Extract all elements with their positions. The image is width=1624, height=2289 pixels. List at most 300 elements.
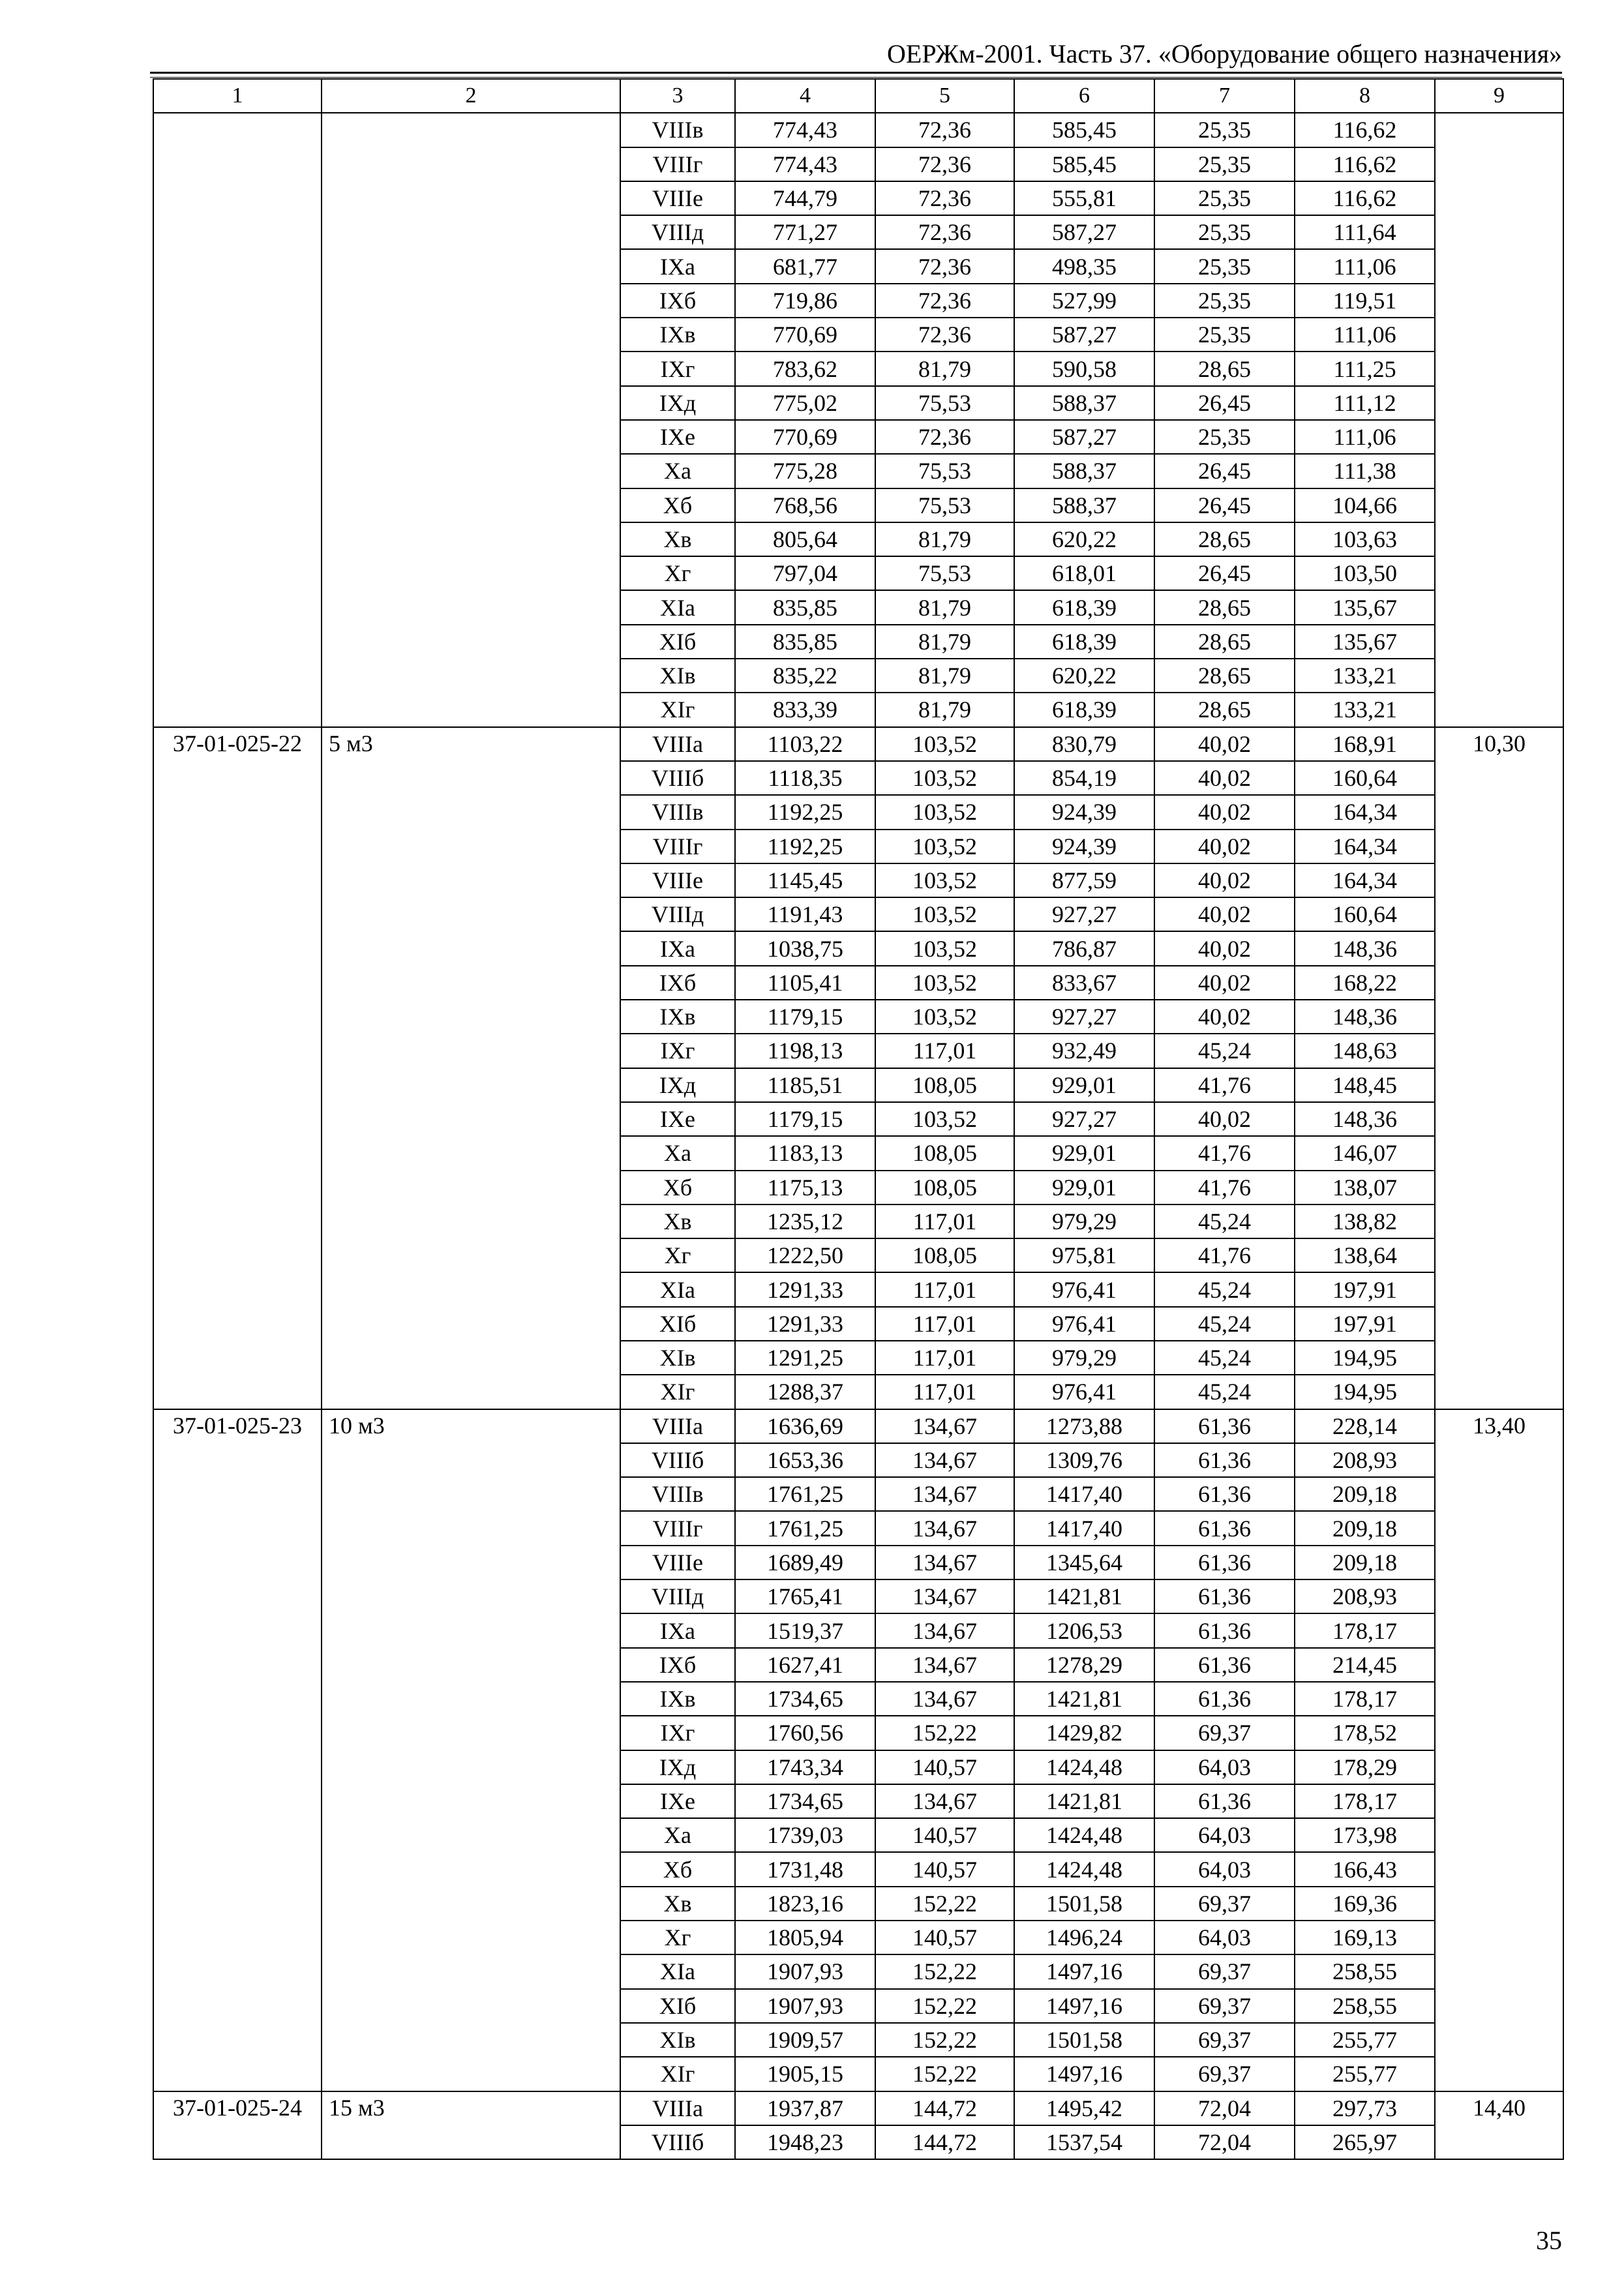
- value-cell: 620,22: [1014, 659, 1154, 693]
- value-cell: 774,43: [735, 147, 875, 181]
- value-cell: 209,18: [1295, 1477, 1435, 1511]
- value-cell: 255,77: [1295, 2057, 1435, 2091]
- value-cell: 1118,35: [735, 761, 875, 795]
- value-cell: 119,51: [1295, 284, 1435, 318]
- table-row: [153, 1409, 1563, 1443]
- table-row: [153, 2091, 1563, 2125]
- rates-table: [153, 78, 1564, 2160]
- value-cell: 41,76: [1154, 1238, 1295, 1272]
- value-cell: 1497,16: [1014, 1989, 1154, 2023]
- region-code-cell: IXг: [620, 352, 735, 385]
- value-cell: 1417,40: [1014, 1477, 1154, 1511]
- value-cell: 1495,42: [1014, 2091, 1154, 2125]
- value-cell: 117,01: [875, 1272, 1014, 1306]
- value-cell: 1501,58: [1014, 2023, 1154, 2057]
- value-cell: 40,02: [1154, 727, 1295, 761]
- value-cell: 1288,37: [735, 1375, 875, 1409]
- value-cell: 81,79: [875, 352, 1014, 385]
- value-cell: 45,24: [1154, 1375, 1295, 1409]
- value-cell: 134,67: [875, 1409, 1014, 1443]
- value-cell: 1206,53: [1014, 1613, 1154, 1647]
- value-cell: 1278,29: [1014, 1648, 1154, 1682]
- value-cell: 81,79: [875, 625, 1014, 659]
- value-cell: 160,64: [1295, 897, 1435, 931]
- region-code-cell: VIIIа: [620, 1409, 735, 1443]
- value-cell: 1497,16: [1014, 2057, 1154, 2091]
- value-cell: 72,36: [875, 181, 1014, 215]
- region-code-cell: Xг: [620, 1921, 735, 1954]
- region-code-cell: Xа: [620, 1818, 735, 1852]
- value-cell: 103,52: [875, 1000, 1014, 1034]
- value-cell: 40,02: [1154, 897, 1295, 931]
- value-cell: 152,22: [875, 1887, 1014, 1921]
- value-cell: 719,86: [735, 284, 875, 318]
- value-cell: 41,76: [1154, 1068, 1295, 1102]
- region-code-cell: XIг: [620, 693, 735, 726]
- column-number: 7: [1154, 79, 1295, 113]
- value-cell: 1689,49: [735, 1546, 875, 1579]
- value-cell: 854,19: [1014, 761, 1154, 795]
- value-cell: 590,58: [1014, 352, 1154, 385]
- value-cell: 134,67: [875, 1579, 1014, 1613]
- value-cell: 26,45: [1154, 386, 1295, 420]
- column-number: 4: [735, 79, 875, 113]
- value-cell: 924,39: [1014, 795, 1154, 829]
- value-cell: 1179,15: [735, 1102, 875, 1136]
- value-cell: 69,37: [1154, 1887, 1295, 1921]
- value-cell: 28,65: [1154, 590, 1295, 624]
- value-cell: 797,04: [735, 556, 875, 590]
- region-code-cell: VIIIг: [620, 147, 735, 181]
- value-cell: 618,39: [1014, 693, 1154, 726]
- value-cell: 26,45: [1154, 454, 1295, 488]
- value-cell: 1105,41: [735, 966, 875, 1000]
- value-cell: 144,72: [875, 2091, 1014, 2125]
- value-cell: 929,01: [1014, 1136, 1154, 1170]
- value-cell: 1823,16: [735, 1887, 875, 1921]
- value-cell: 111,25: [1295, 352, 1435, 385]
- value-cell: 75,53: [875, 488, 1014, 522]
- value-cell: 108,05: [875, 1068, 1014, 1102]
- region-code-cell: IXв: [620, 1000, 735, 1034]
- value-cell: 877,59: [1014, 863, 1154, 897]
- value-cell: 108,05: [875, 1136, 1014, 1170]
- value-cell: 498,35: [1014, 249, 1154, 283]
- value-cell: 108,05: [875, 1238, 1014, 1272]
- region-code-cell: IXе: [620, 1102, 735, 1136]
- value-cell: 1198,13: [735, 1034, 875, 1068]
- value-cell: 40,02: [1154, 966, 1295, 1000]
- value-cell: 585,45: [1014, 147, 1154, 181]
- value-cell: 1421,81: [1014, 1784, 1154, 1818]
- table-row: [153, 727, 1563, 761]
- column-number: 9: [1435, 79, 1563, 113]
- value-cell: 1424,48: [1014, 1818, 1154, 1852]
- value-cell: 116,62: [1295, 181, 1435, 215]
- region-code-cell: IXг: [620, 1034, 735, 1068]
- value-cell: 116,62: [1295, 113, 1435, 147]
- value-cell: 976,41: [1014, 1272, 1154, 1306]
- value-cell: 75,53: [875, 454, 1014, 488]
- region-code-cell: IXа: [620, 249, 735, 283]
- value-cell: 588,37: [1014, 386, 1154, 420]
- value-cell: 1291,33: [735, 1272, 875, 1306]
- value-cell: 25,35: [1154, 249, 1295, 283]
- region-code-cell: Xб: [620, 488, 735, 522]
- value-cell: 148,63: [1295, 1034, 1435, 1068]
- value-cell: 45,24: [1154, 1034, 1295, 1068]
- value-cell: 194,95: [1295, 1341, 1435, 1375]
- value-cell: 774,43: [735, 113, 875, 147]
- value-cell: 133,21: [1295, 659, 1435, 693]
- value-cell: 152,22: [875, 1954, 1014, 1988]
- value-cell: 28,65: [1154, 659, 1295, 693]
- value-cell: 134,67: [875, 1648, 1014, 1682]
- value-cell: 1653,36: [735, 1443, 875, 1477]
- rate-code: 37-01-025-23: [153, 1409, 322, 2091]
- value-cell: 64,03: [1154, 1852, 1295, 1886]
- value-cell: 116,62: [1295, 147, 1435, 181]
- value-cell: 40,02: [1154, 761, 1295, 795]
- value-cell: 134,67: [875, 1511, 1014, 1545]
- value-cell: 783,62: [735, 352, 875, 385]
- value-cell: 169,36: [1295, 1887, 1435, 1921]
- value-cell: 197,91: [1295, 1307, 1435, 1341]
- value-cell: 927,27: [1014, 1000, 1154, 1034]
- value-cell: 81,79: [875, 590, 1014, 624]
- page-header: ОЕРЖм-2001. Часть 37. «Оборудование общего назначения»: [887, 39, 1562, 68]
- value-cell: 178,17: [1295, 1784, 1435, 1818]
- value-cell: 148,36: [1295, 1000, 1435, 1034]
- value-cell: 979,29: [1014, 1341, 1154, 1375]
- value-cell: 618,01: [1014, 556, 1154, 590]
- value-cell: 75,53: [875, 386, 1014, 420]
- value-cell: 1222,50: [735, 1238, 875, 1272]
- value-cell: 214,45: [1295, 1648, 1435, 1682]
- value-cell: 209,18: [1295, 1546, 1435, 1579]
- value-cell: 924,39: [1014, 830, 1154, 863]
- col9-value: 10,30: [1435, 727, 1563, 1409]
- column-number-row: [153, 79, 1563, 113]
- value-cell: 25,35: [1154, 284, 1295, 318]
- region-code-cell: VIIIг: [620, 1511, 735, 1545]
- region-code-cell: XIб: [620, 1307, 735, 1341]
- value-cell: 40,02: [1154, 830, 1295, 863]
- value-cell: 1291,33: [735, 1307, 875, 1341]
- value-cell: 64,03: [1154, 1750, 1295, 1784]
- value-cell: 117,01: [875, 1204, 1014, 1238]
- region-code-cell: VIIIе: [620, 1546, 735, 1579]
- region-code-cell: Xв: [620, 1887, 735, 1921]
- column-number: 2: [322, 79, 620, 113]
- value-cell: 1937,87: [735, 2091, 875, 2125]
- value-cell: 929,01: [1014, 1171, 1154, 1204]
- value-cell: 140,57: [875, 1852, 1014, 1886]
- value-cell: 61,36: [1154, 1477, 1295, 1511]
- value-cell: 134,67: [875, 1443, 1014, 1477]
- value-cell: 146,07: [1295, 1136, 1435, 1170]
- table-row: [153, 113, 1563, 147]
- value-cell: 45,24: [1154, 1272, 1295, 1306]
- value-cell: 81,79: [875, 693, 1014, 726]
- value-cell: 1179,15: [735, 1000, 875, 1034]
- value-cell: 255,77: [1295, 2023, 1435, 2057]
- region-code-cell: VIIIб: [620, 2125, 735, 2159]
- region-code-cell: XIа: [620, 590, 735, 624]
- value-cell: 140,57: [875, 1750, 1014, 1784]
- value-cell: 28,65: [1154, 522, 1295, 556]
- value-cell: 69,37: [1154, 1954, 1295, 1988]
- rate-name: [322, 113, 620, 726]
- value-cell: 117,01: [875, 1034, 1014, 1068]
- value-cell: 835,22: [735, 659, 875, 693]
- value-cell: 103,52: [875, 1102, 1014, 1136]
- region-code-cell: IXб: [620, 966, 735, 1000]
- value-cell: 258,55: [1295, 1989, 1435, 2023]
- value-cell: 169,13: [1295, 1921, 1435, 1954]
- region-code-cell: IXв: [620, 1682, 735, 1716]
- value-cell: 975,81: [1014, 1238, 1154, 1272]
- region-code-cell: VIIIа: [620, 2091, 735, 2125]
- value-cell: 1183,13: [735, 1136, 875, 1170]
- value-cell: 111,06: [1295, 420, 1435, 454]
- value-cell: 72,36: [875, 215, 1014, 249]
- value-cell: 72,36: [875, 113, 1014, 147]
- value-cell: 1273,88: [1014, 1409, 1154, 1443]
- value-cell: 620,22: [1014, 522, 1154, 556]
- value-cell: 61,36: [1154, 1613, 1295, 1647]
- value-cell: 45,24: [1154, 1341, 1295, 1375]
- value-cell: 588,37: [1014, 454, 1154, 488]
- value-cell: 771,27: [735, 215, 875, 249]
- value-cell: 64,03: [1154, 1818, 1295, 1852]
- value-cell: 587,27: [1014, 215, 1154, 249]
- value-cell: 208,93: [1295, 1579, 1435, 1613]
- value-cell: 835,85: [735, 625, 875, 659]
- value-cell: 1636,69: [735, 1409, 875, 1443]
- table-body: [153, 79, 1563, 2159]
- value-cell: 72,36: [875, 249, 1014, 283]
- value-cell: 228,14: [1295, 1409, 1435, 1443]
- value-cell: 1192,25: [735, 795, 875, 829]
- header-rule-thin: [150, 77, 1562, 78]
- value-cell: 138,07: [1295, 1171, 1435, 1204]
- value-cell: 178,52: [1295, 1716, 1435, 1750]
- value-cell: 833,39: [735, 693, 875, 726]
- value-cell: 61,36: [1154, 1546, 1295, 1579]
- value-cell: 81,79: [875, 522, 1014, 556]
- column-number: 3: [620, 79, 735, 113]
- value-cell: 1497,16: [1014, 1954, 1154, 1988]
- region-code-cell: IXа: [620, 931, 735, 965]
- value-cell: 1145,45: [735, 863, 875, 897]
- value-cell: 786,87: [1014, 931, 1154, 965]
- value-cell: 61,36: [1154, 1682, 1295, 1716]
- rate-code: [153, 113, 322, 726]
- value-cell: 61,36: [1154, 1579, 1295, 1613]
- col9-value: 14,40: [1435, 2091, 1563, 2160]
- rate-code: 37-01-025-22: [153, 727, 322, 1409]
- value-cell: 134,67: [875, 1784, 1014, 1818]
- value-cell: 1185,51: [735, 1068, 875, 1102]
- value-cell: 164,34: [1295, 863, 1435, 897]
- value-cell: 166,43: [1295, 1852, 1435, 1886]
- region-code-cell: IXб: [620, 284, 735, 318]
- value-cell: 168,22: [1295, 966, 1435, 1000]
- region-code-cell: IXа: [620, 1613, 735, 1647]
- value-cell: 72,36: [875, 420, 1014, 454]
- column-number: 6: [1014, 79, 1154, 113]
- region-code-cell: XIв: [620, 2023, 735, 2057]
- region-code-cell: XIа: [620, 1954, 735, 1988]
- column-number: 5: [875, 79, 1014, 113]
- region-code-cell: Xб: [620, 1171, 735, 1204]
- value-cell: 1948,23: [735, 2125, 875, 2159]
- value-cell: 111,64: [1295, 215, 1435, 249]
- value-cell: 208,93: [1295, 1443, 1435, 1477]
- value-cell: 258,55: [1295, 1954, 1435, 1988]
- value-cell: 103,52: [875, 795, 1014, 829]
- value-cell: 1760,56: [735, 1716, 875, 1750]
- region-code-cell: Xг: [620, 1238, 735, 1272]
- value-cell: 148,45: [1295, 1068, 1435, 1102]
- value-cell: 135,67: [1295, 590, 1435, 624]
- value-cell: 140,57: [875, 1921, 1014, 1954]
- region-code-cell: IXд: [620, 1750, 735, 1784]
- value-cell: 585,45: [1014, 113, 1154, 147]
- value-cell: 805,64: [735, 522, 875, 556]
- value-cell: 152,22: [875, 2057, 1014, 2091]
- value-cell: 152,22: [875, 1989, 1014, 2023]
- value-cell: 72,36: [875, 318, 1014, 352]
- region-code-cell: VIIIг: [620, 830, 735, 863]
- value-cell: 265,97: [1295, 2125, 1435, 2159]
- region-code-cell: XIв: [620, 659, 735, 693]
- value-cell: 134,67: [875, 1613, 1014, 1647]
- value-cell: 178,17: [1295, 1613, 1435, 1647]
- value-cell: 173,98: [1295, 1818, 1435, 1852]
- value-cell: 103,50: [1295, 556, 1435, 590]
- value-cell: 103,52: [875, 830, 1014, 863]
- value-cell: 103,52: [875, 761, 1014, 795]
- value-cell: 152,22: [875, 2023, 1014, 2057]
- value-cell: 72,04: [1154, 2125, 1295, 2159]
- value-cell: 1739,03: [735, 1818, 875, 1852]
- value-cell: 1761,25: [735, 1511, 875, 1545]
- value-cell: 40,02: [1154, 863, 1295, 897]
- rate-name: 15 м3: [322, 2091, 620, 2160]
- region-code-cell: XIг: [620, 2057, 735, 2091]
- value-cell: 72,04: [1154, 2091, 1295, 2125]
- value-cell: 81,79: [875, 659, 1014, 693]
- value-cell: 25,35: [1154, 420, 1295, 454]
- value-cell: 28,65: [1154, 352, 1295, 385]
- value-cell: 768,56: [735, 488, 875, 522]
- value-cell: 61,36: [1154, 1784, 1295, 1818]
- region-code-cell: IXе: [620, 1784, 735, 1818]
- value-cell: 1429,82: [1014, 1716, 1154, 1750]
- value-cell: 64,03: [1154, 1921, 1295, 1954]
- value-cell: 1519,37: [735, 1613, 875, 1647]
- value-cell: 41,76: [1154, 1136, 1295, 1170]
- value-cell: 297,73: [1295, 2091, 1435, 2125]
- value-cell: 117,01: [875, 1341, 1014, 1375]
- value-cell: 69,37: [1154, 1989, 1295, 2023]
- region-code-cell: VIIIа: [620, 727, 735, 761]
- value-cell: 111,38: [1295, 454, 1435, 488]
- value-cell: 979,29: [1014, 1204, 1154, 1238]
- value-cell: 152,22: [875, 1716, 1014, 1750]
- region-code-cell: XIв: [620, 1341, 735, 1375]
- value-cell: 1235,12: [735, 1204, 875, 1238]
- region-code-cell: XIг: [620, 1375, 735, 1409]
- region-code-cell: Xа: [620, 454, 735, 488]
- value-cell: 135,67: [1295, 625, 1435, 659]
- region-code-cell: VIIIв: [620, 1477, 735, 1511]
- region-code-cell: VIIIб: [620, 1443, 735, 1477]
- value-cell: 1175,13: [735, 1171, 875, 1204]
- value-cell: 25,35: [1154, 215, 1295, 249]
- value-cell: 69,37: [1154, 2057, 1295, 2091]
- value-cell: 1805,94: [735, 1921, 875, 1954]
- value-cell: 103,52: [875, 863, 1014, 897]
- region-code-cell: XIа: [620, 1272, 735, 1306]
- value-cell: 209,18: [1295, 1511, 1435, 1545]
- value-cell: 770,69: [735, 420, 875, 454]
- value-cell: 61,36: [1154, 1443, 1295, 1477]
- value-cell: 1309,76: [1014, 1443, 1154, 1477]
- value-cell: 133,21: [1295, 693, 1435, 726]
- value-cell: 138,82: [1295, 1204, 1435, 1238]
- value-cell: 833,67: [1014, 966, 1154, 1000]
- value-cell: 1734,65: [735, 1682, 875, 1716]
- value-cell: 178,17: [1295, 1682, 1435, 1716]
- value-cell: 618,39: [1014, 625, 1154, 659]
- value-cell: 178,29: [1295, 1750, 1435, 1784]
- value-cell: 830,79: [1014, 727, 1154, 761]
- value-cell: 103,52: [875, 727, 1014, 761]
- header-rule: [150, 72, 1562, 74]
- value-cell: 103,52: [875, 897, 1014, 931]
- value-cell: 1765,41: [735, 1579, 875, 1613]
- value-cell: 40,02: [1154, 795, 1295, 829]
- region-code-cell: VIIIб: [620, 761, 735, 795]
- value-cell: 45,24: [1154, 1307, 1295, 1341]
- value-cell: 1421,81: [1014, 1579, 1154, 1613]
- rate-name: 5 м3: [322, 727, 620, 1409]
- value-cell: 1103,22: [735, 727, 875, 761]
- region-code-cell: IXб: [620, 1648, 735, 1682]
- value-cell: 45,24: [1154, 1204, 1295, 1238]
- region-code-cell: VIIIд: [620, 1579, 735, 1613]
- rate-code: 37-01-025-24: [153, 2091, 322, 2160]
- region-code-cell: VIIIд: [620, 215, 735, 249]
- value-cell: 103,52: [875, 966, 1014, 1000]
- value-cell: 194,95: [1295, 1375, 1435, 1409]
- value-cell: 744,79: [735, 181, 875, 215]
- value-cell: 28,65: [1154, 625, 1295, 659]
- region-code-cell: IXв: [620, 318, 735, 352]
- value-cell: 1905,15: [735, 2057, 875, 2091]
- col9-value: [1435, 113, 1563, 726]
- value-cell: 168,91: [1295, 727, 1435, 761]
- value-cell: 69,37: [1154, 1716, 1295, 1750]
- value-cell: 25,35: [1154, 181, 1295, 215]
- value-cell: 41,76: [1154, 1171, 1295, 1204]
- value-cell: 148,36: [1295, 1102, 1435, 1136]
- region-code-cell: VIIIд: [620, 897, 735, 931]
- value-cell: 134,67: [875, 1682, 1014, 1716]
